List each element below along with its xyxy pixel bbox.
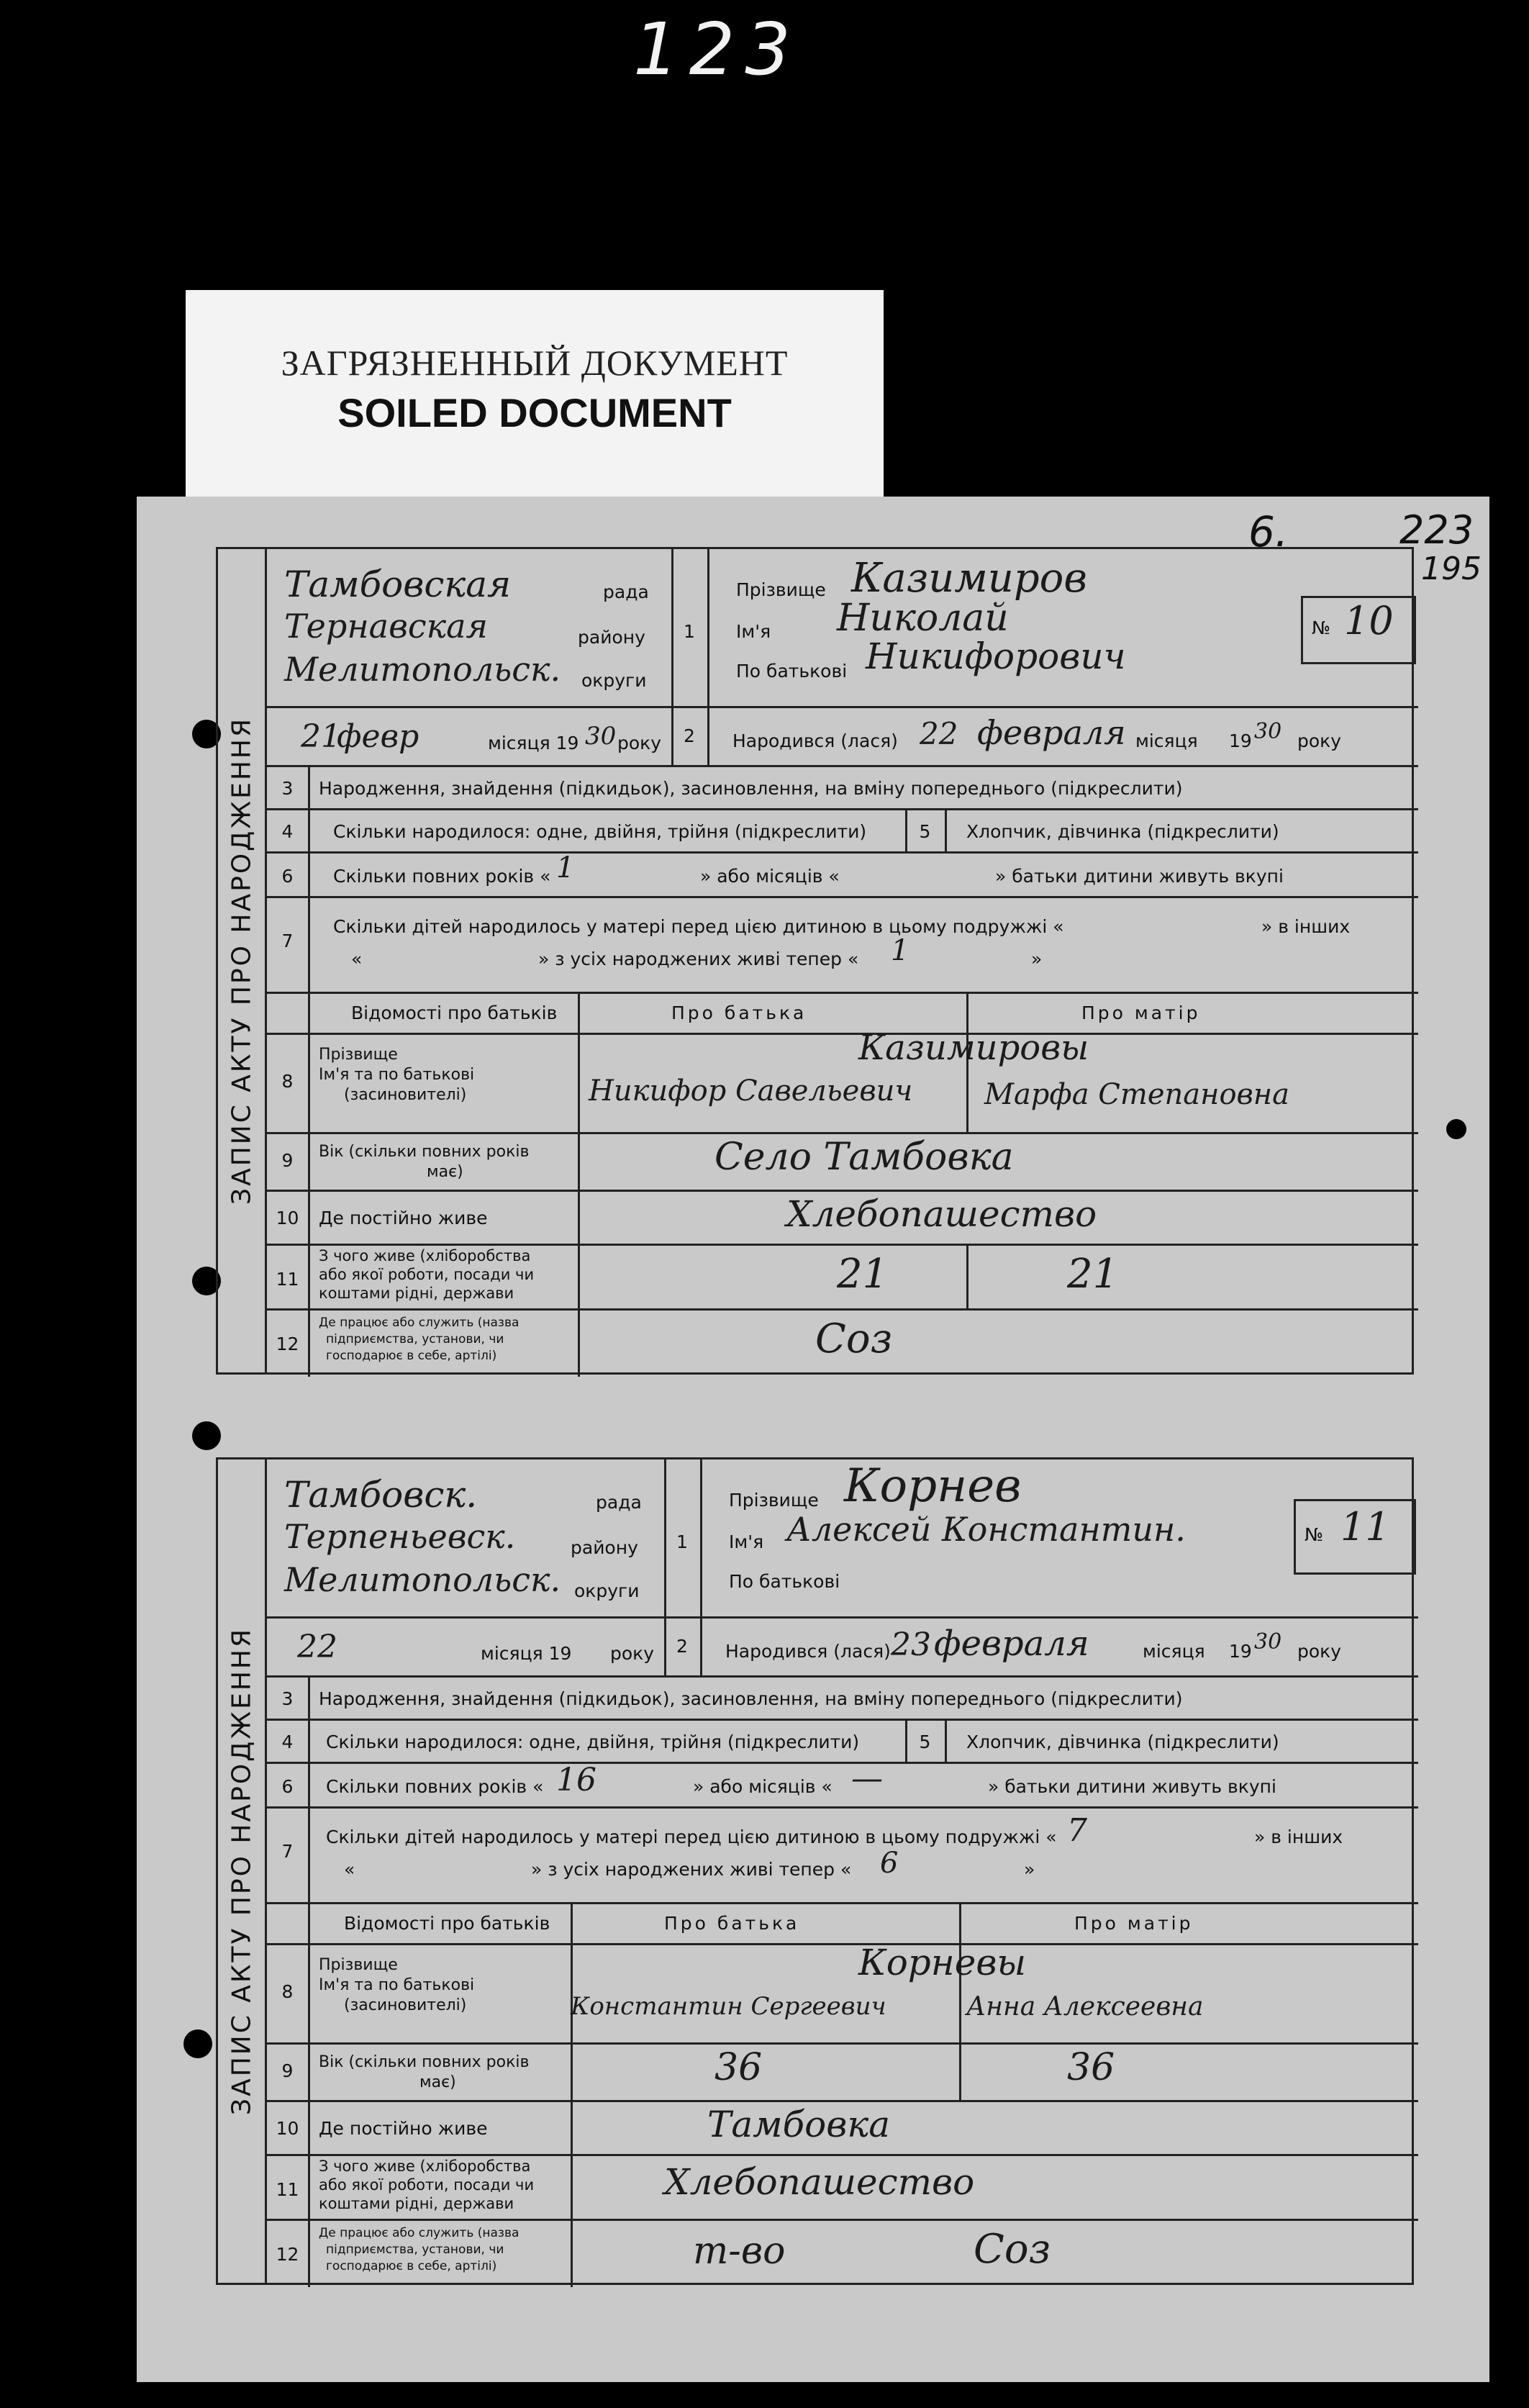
born-year-prefix: 19	[1229, 1641, 1252, 1662]
row12-l3: господарює в себе, артілі)	[326, 2259, 497, 2273]
punch-hole	[192, 1421, 221, 1450]
row-num-3: 3	[281, 778, 294, 799]
hdr-info: Відомості про батьків	[344, 1913, 550, 1934]
hdr-mother: Про матір	[1081, 1002, 1201, 1023]
row8-l3: (засиновителі)	[344, 1996, 467, 2014]
row6-b: » або місяців «	[700, 866, 840, 887]
row8-l2: Ім'я та по батькові	[319, 1066, 475, 1084]
row-num-2: 2	[684, 725, 695, 746]
row-num-9: 9	[281, 1150, 294, 1171]
row7-a: Скільки дітей народилось у матері перед цією дитиною в цьому подружжі «	[333, 916, 1064, 937]
born-label: Народився (лася)	[732, 730, 898, 751]
father-occupation: 21	[837, 1251, 889, 1298]
row7-c: «	[351, 949, 363, 969]
born-year: 30	[1254, 1629, 1282, 1655]
okrug-value: Мелитопольск.	[284, 1560, 561, 1599]
row11-l2: або якої роботи, посади чи	[319, 2176, 535, 2194]
record-no-label: №	[1305, 1524, 1324, 1545]
row7-b: » в інших	[1261, 916, 1351, 937]
row-num-10: 10	[276, 1208, 299, 1228]
row3-text: Народження, знайдення (підкидьок), засиновлення, на вміну попереднього (підкреслити)	[319, 1688, 1183, 1709]
hdr-mother: Про матір	[1074, 1913, 1194, 1934]
row10-text: Де постійно живе	[319, 1208, 488, 1228]
work-place: Соз	[815, 1316, 893, 1362]
row-num-4: 4	[281, 821, 294, 842]
row12-l2: підприємства, установи, чи	[326, 2242, 504, 2257]
okrug-value: Мелитопольск.	[284, 650, 561, 689]
reg-month-label: місяця 19	[488, 733, 579, 753]
row12-l1: Де працює або служить (назва	[319, 1316, 520, 1330]
birth-record-2	[216, 1457, 1414, 2285]
row7-d: » з усіх народжених живі тепер «	[538, 949, 859, 969]
mother-name: Марфа Степановна	[984, 1078, 1290, 1111]
soiled-label-en: SOILED DOCUMENT	[337, 390, 732, 435]
name-label: Ім'я	[736, 621, 771, 642]
born-month-label: місяця	[1135, 730, 1198, 751]
row12-l3: господарює в себе, артілі)	[326, 1349, 497, 1363]
row7-e: »	[1024, 1859, 1035, 1880]
row-num-7: 7	[281, 1841, 294, 1862]
parents-surname: Корневы	[858, 1942, 1027, 1983]
row4-text: Скільки народилося: одне, двійня, трійня (підкреслити)	[326, 1732, 860, 1752]
row-num-5: 5	[919, 821, 931, 842]
okrug-label: округи	[581, 670, 647, 691]
birth-record-1	[216, 547, 1414, 1375]
rada-value: Тамбовская	[284, 563, 512, 605]
row-num-8: 8	[281, 1981, 294, 2002]
surname-label: Прізвище	[729, 1490, 819, 1511]
row-num-6: 6	[281, 866, 294, 887]
row-num-8: 8	[281, 1071, 294, 1092]
years-together: 16	[556, 1762, 596, 1798]
reg-year-label: року	[610, 1643, 655, 1664]
row11-l3: коштами рідні, держави	[319, 1285, 514, 1302]
soiled-document-label	[186, 290, 884, 499]
record-no-label: №	[1312, 617, 1331, 638]
reg-year: 30	[585, 722, 617, 751]
patronymic-value: Никифорович	[866, 635, 1126, 677]
parents-surname: Казимировы	[858, 1028, 1089, 1068]
name-value: Николай	[837, 597, 1009, 640]
children-before: 7	[1067, 1812, 1087, 1849]
row-num-12: 12	[276, 2244, 299, 2265]
row8-l2: Ім'я та по батькові	[319, 1976, 475, 1994]
record-no-value: 10	[1344, 598, 1394, 643]
row-num-12: 12	[276, 1334, 299, 1354]
row8-l1: Прізвище	[319, 1956, 398, 1974]
row4-text: Скільки народилося: одне, двійня, трійня (підкреслити)	[333, 821, 867, 842]
residence: Тамбовка	[707, 2104, 891, 2145]
row9-l1: Вік (скільки повних років	[319, 1143, 530, 1161]
surname-value: Казимиров	[851, 555, 1087, 602]
alive-now: 1	[891, 934, 909, 967]
row3-text: Народження, знайдення (підкидьок), засиновлення, на вміну попереднього (підкреслити)	[319, 778, 1183, 799]
row9-l2: має)	[427, 1163, 463, 1181]
born-day: 22	[920, 716, 958, 751]
row7-d: » з усіх народжених живі тепер «	[531, 1859, 852, 1880]
row7-e: »	[1031, 949, 1043, 969]
row9-l1: Вік (скільки повних років	[319, 2053, 530, 2071]
row-num-10: 10	[276, 2118, 299, 2139]
row5-text: Хлопчик, дівчинка (підкреслити)	[966, 821, 1279, 842]
born-month-label: місяця	[1143, 1641, 1205, 1662]
hdr-info: Відомості про батьків	[351, 1002, 558, 1023]
father-name: Константин Сергеевич	[571, 1992, 886, 2021]
row6-c: » батьки дитини живуть вкупі	[995, 866, 1284, 887]
work-place-b: Соз	[974, 2226, 1051, 2273]
name-value: Алексей Константин.	[786, 1510, 1186, 1549]
born-label: Народився (лася)	[725, 1641, 891, 1662]
row8-l1: Прізвище	[319, 1046, 398, 1064]
row-num-5: 5	[919, 1732, 931, 1752]
row-num-6: 6	[281, 1776, 294, 1797]
row-num-11: 11	[276, 1269, 299, 1290]
corner-mark-a: 6.	[1248, 507, 1289, 556]
born-month: февраля	[977, 713, 1126, 752]
years-together: 1	[556, 851, 575, 884]
born-month: февраля	[934, 1624, 1089, 1664]
soiled-label-ru: ЗАГРЯЗНЕННЫЙ ДОКУМЕНТ	[281, 343, 789, 383]
father-age: 36	[714, 2046, 763, 2089]
corner-mark-b: 223	[1399, 507, 1474, 553]
raion-label: району	[571, 1537, 638, 1558]
patronymic-label: По батькові	[736, 661, 848, 682]
row12-l2: підприємства, установи, чи	[326, 1332, 504, 1346]
row-num-2: 2	[676, 1636, 688, 1657]
residence: Хлебопашество	[786, 1193, 1097, 1235]
row11-l2: або якої роботи, посади чи	[319, 1266, 535, 1283]
row-num-1: 1	[676, 1531, 688, 1552]
row5-text: Хлопчик, дівчинка (підкреслити)	[966, 1732, 1279, 1752]
row12-l1: Де працює або служить (назва	[319, 2226, 520, 2240]
rada-label: рада	[603, 581, 649, 602]
alive-now: 6	[880, 1847, 899, 1880]
row-num-11: 11	[276, 2179, 299, 2200]
row9-l2: має)	[419, 2073, 456, 2091]
row-num-7: 7	[281, 931, 294, 951]
punch-hole	[1446, 1119, 1466, 1139]
row11-l3: коштами рідні, держави	[319, 2195, 514, 2212]
row11-l1: З чого живе (хліборобства	[319, 2158, 531, 2175]
surname-label: Прізвище	[736, 579, 826, 600]
reg-day: 21	[301, 718, 341, 755]
name-label: Ім'я	[729, 1531, 764, 1552]
row6-c: » батьки дитини живуть вкупі	[988, 1776, 1276, 1797]
frame-number: 123	[633, 7, 801, 91]
row11-l1: З чого живе (хліборобства	[319, 1247, 531, 1264]
mother-occupation: 21	[1067, 1251, 1119, 1298]
surname-value: Корнев	[844, 1459, 1022, 1513]
born-year-label: року	[1297, 1641, 1342, 1662]
record-vertical-title: ЗАПИС АКТУ ПРО НАРОДЖЕННЯ	[218, 549, 267, 1372]
born-year-prefix: 19	[1229, 730, 1252, 751]
father-name: Никифор Савельевич	[589, 1074, 913, 1108]
hdr-father: Про батька	[671, 1002, 807, 1023]
reg-month: февр	[337, 718, 419, 755]
reg-month-label: місяця 19	[481, 1643, 572, 1664]
row6-a: Скільки повних років «	[326, 1776, 544, 1797]
row6-a: Скільки повних років «	[333, 866, 551, 887]
corner-mark-c: 195	[1421, 551, 1482, 587]
row7-c: «	[344, 1859, 355, 1880]
born-day: 23	[891, 1626, 931, 1663]
born-year-label: року	[1297, 730, 1342, 751]
record-no-value: 11	[1340, 1504, 1390, 1549]
age-common: Село Тамбовка	[714, 1136, 1014, 1179]
record-vertical-title: ЗАПИС АКТУ ПРО НАРОДЖЕННЯ	[218, 1459, 267, 2283]
row-num-9: 9	[281, 2060, 294, 2081]
raion-label: району	[578, 627, 645, 648]
born-year: 30	[1254, 719, 1282, 744]
row6-b: » або місяців «	[693, 1776, 832, 1797]
row-num-1: 1	[684, 621, 695, 642]
reg-year-label: року	[617, 733, 662, 753]
mother-name: Анна Алексеевна	[966, 1992, 1204, 2022]
raion-value: Терпеньевск.	[284, 1517, 516, 1556]
punch-hole	[183, 2029, 212, 2058]
hdr-father: Про батька	[664, 1913, 800, 1934]
row7-a: Скільки дітей народилось у матері перед цією дитиною в цьому подружжі «	[326, 1827, 1057, 1847]
mother-age: 36	[1067, 2046, 1115, 2089]
patronymic-label: По батькові	[729, 1571, 840, 1592]
raion-value: Тернавская	[284, 607, 488, 646]
rada-value: Тамбовск.	[284, 1474, 478, 1516]
row8-l3: (засиновителі)	[344, 1086, 467, 1104]
rada-label: рада	[596, 1492, 642, 1513]
row7-b: » в інших	[1254, 1827, 1343, 1847]
row-num-4: 4	[281, 1732, 294, 1752]
work-place-a: т-во	[693, 2230, 786, 2273]
row10-text: Де постійно живе	[319, 2118, 488, 2139]
reg-day: 22	[297, 1629, 337, 1665]
okrug-label: округи	[574, 1580, 640, 1601]
occupation: Хлебопашество	[664, 2161, 975, 2203]
row-num-3: 3	[281, 1688, 294, 1709]
months-together: —	[851, 1760, 883, 1797]
